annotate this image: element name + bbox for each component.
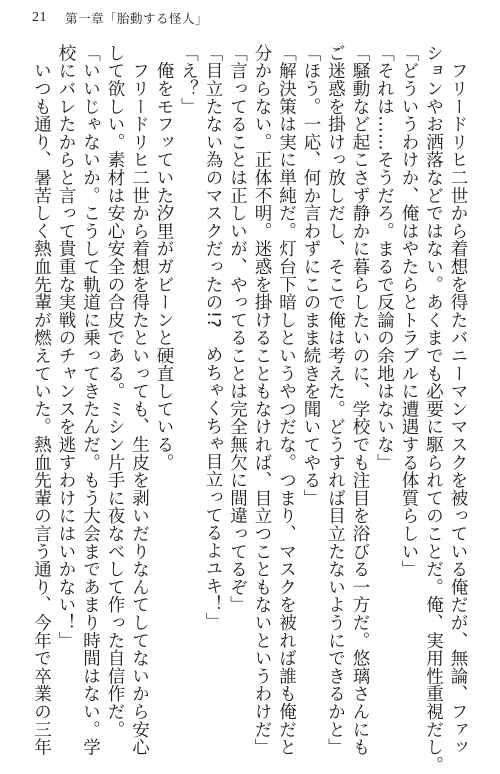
text-line: 「それは……そうだろ。まるで反論の余地はないな」 — [374, 44, 395, 472]
text-line: 校にバレたからと言って貴重な実戦のチャンスを逃すわけにはいかない！」 — [56, 44, 76, 650]
text-line: 「ほう。一応、何か言わずにこのまま続きを聞いてやる」 — [301, 44, 321, 507]
text-line: 「え？」 — [178, 44, 199, 116]
page-number: 21 — [32, 10, 47, 25]
text-line: いつも通り、暑苦しく熱血先輩が燃えていた。熱血先輩の言う通り、今年で卒業の三年 — [31, 44, 52, 756]
chapter-title: 第一章「胎動する怪人」 — [65, 11, 209, 26]
text-line: 「言ってることは正しいが、やってることは完全無欠に間違ってるぞ」 — [227, 44, 248, 614]
text-line: ご迷惑を掛けっ放しだし、そこで俺は考えた。どうすれば目立たないようにできるかと」 — [325, 44, 346, 756]
text-line: フリードリヒ二世から着想を得たといっても、生皮を剥いだりなんてしてないから安心 — [129, 44, 150, 756]
text-line: 分からない。正体不明。迷惑を掛けることもなければ、目立つこともないというわけだ」 — [252, 44, 272, 756]
body-text — [29, 44, 470, 774]
text-line: 「どういうわけか、俺はやたらとトラブルに遭遇する体質らしい」 — [399, 44, 419, 578]
text-line: ションやお洒落などではない。あくまでも必要に駆られてのことだ。俺、実用性重視だし。 — [423, 44, 444, 774]
text-line: 「解決策は実に単純だ。灯台下暗しというやつだな。つまり、マスクを被れば誰も俺だと — [276, 44, 297, 756]
text-line: フリードリヒ二世から着想を得たバニーマンマスクを被っている俺だが、無論、ファッ — [448, 44, 468, 756]
text-line: 「騒動など起こさず静かに暮らしたいのに、学校でも注目を浴びる一方だ。悠璃さんにも — [350, 44, 370, 756]
text-line: 俺をモフッていた汐里がガビーンと硬直している。 — [154, 44, 174, 472]
running-header — [32, 8, 208, 28]
text-line: して欲しい。素材は安心安全の合皮である。ミシン片手に夜なべして作った自信作だ。 — [105, 44, 125, 739]
text-line: 「目立たない為のマスクだったの!? めちゃくちゃ目立ってるよユキ！」 — [203, 44, 223, 631]
text-line: 「いいじゃないか。こうして軌道に乗ってきたんだ。もう大会まであまり時間はない。学 — [80, 44, 101, 756]
